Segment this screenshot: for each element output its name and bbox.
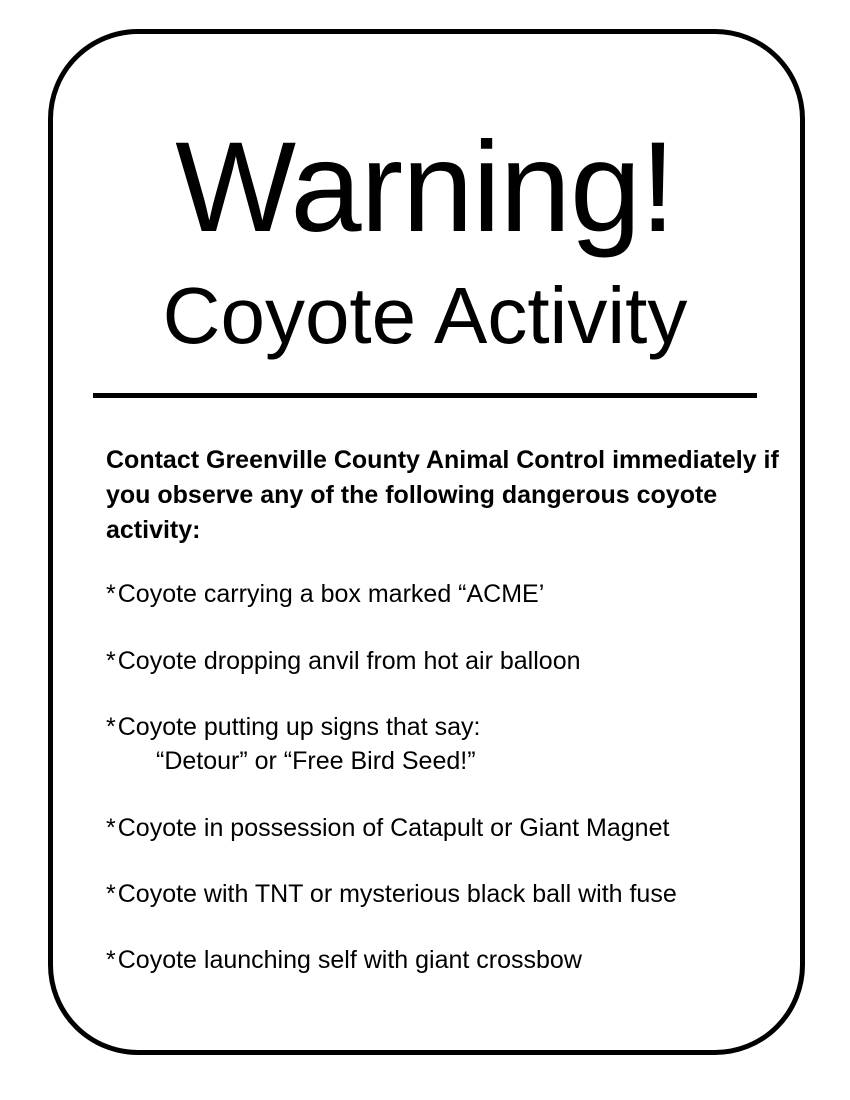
bullet-star: * xyxy=(106,580,116,608)
list-item-text: Coyote launching self with giant crossbow xyxy=(117,946,582,974)
bullet-star: * xyxy=(106,647,116,675)
list-item xyxy=(106,943,806,977)
sign-subtitle: Coyote Activity xyxy=(162,271,688,360)
list-item-text: Coyote with TNT or mysterious black ball with fuse xyxy=(117,880,677,908)
intro-text: Contact Greenville County Animal Control immediately if you observe any of the following dangerous coyote activity: xyxy=(106,446,779,544)
list-item-continuation: “Detour” or “Free Bird Seed!” xyxy=(156,747,476,775)
list-item xyxy=(106,577,806,611)
list-item xyxy=(106,710,806,778)
list-item xyxy=(106,811,806,845)
sign-title: Warning! xyxy=(175,116,675,259)
list-item xyxy=(106,877,806,911)
list-item-text: Coyote in possession of Catapult or Giant Magnet xyxy=(117,814,670,842)
divider-line xyxy=(93,393,757,398)
list-item xyxy=(106,644,806,678)
list-item-text: Coyote carrying a box marked “ACME’ xyxy=(117,580,545,608)
bullet-star: * xyxy=(106,946,116,974)
list-item-text: Coyote dropping anvil from hot air balloon xyxy=(117,647,581,675)
bullet-star: * xyxy=(106,713,116,741)
bullet-star: * xyxy=(106,814,116,842)
list-item-text: Coyote putting up signs that say: xyxy=(117,713,481,741)
bullet-star: * xyxy=(106,880,116,908)
